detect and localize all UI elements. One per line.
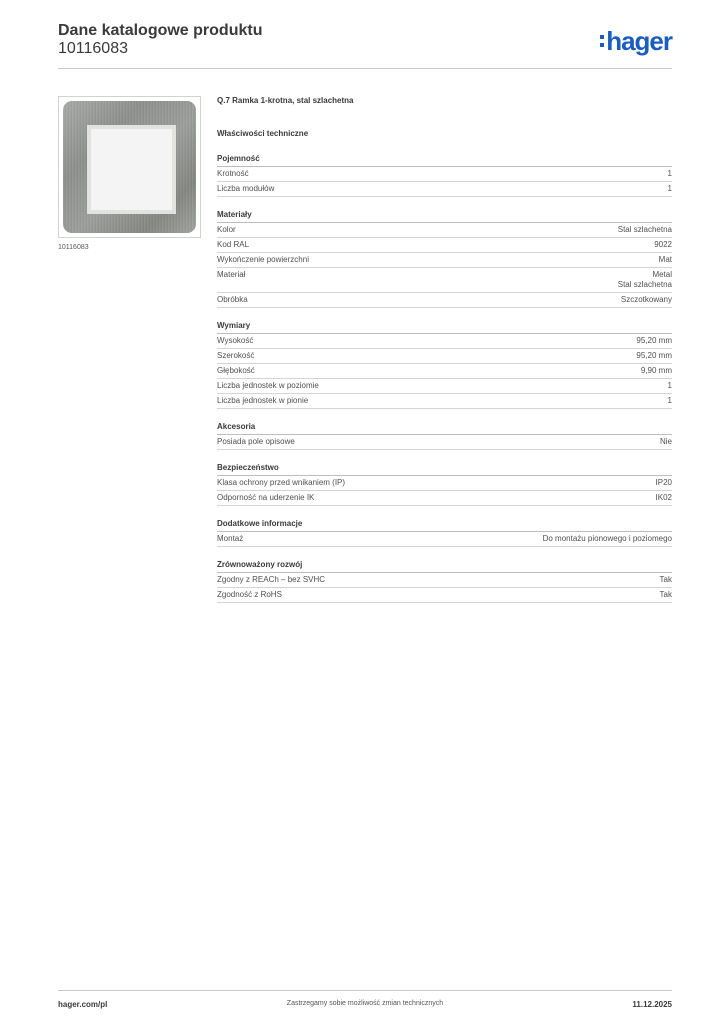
spec-label: Materiał: [217, 270, 246, 279]
image-caption: 10116083: [58, 244, 89, 251]
spec-section: [217, 321, 672, 409]
document-number: 10116083: [58, 40, 128, 57]
spec-value-line: 9,90 mm: [640, 366, 672, 375]
spec-value: [659, 255, 672, 265]
spec-value-line: Szczotkowany: [620, 295, 672, 304]
spec-row: [217, 435, 672, 450]
logo-dots-icon: [600, 35, 604, 47]
spec-value: [660, 590, 672, 600]
spec-value-line: 1: [667, 396, 672, 405]
spec-row: [217, 364, 672, 379]
product-name: Q.7 Ramka 1-krotna, stal szlachetna: [217, 96, 354, 105]
document-title: Dane katalogowe produktu: [58, 22, 263, 39]
spec-value: [668, 396, 672, 406]
spec-value: [668, 381, 672, 391]
spec-label: Liczba modułów: [217, 184, 275, 193]
spec-label: Kod RAL: [217, 240, 250, 249]
spec-value-line: IP20: [655, 478, 672, 487]
spec-row: [217, 573, 672, 588]
spec-value-line: Stal szlachetna: [617, 280, 672, 289]
specifications: [217, 96, 672, 603]
spec-label: Wykończenie powierzchni: [217, 255, 309, 264]
spec-section: [217, 519, 672, 547]
spec-value: [636, 336, 672, 346]
spec-label: Odporność na uderzenie IK: [217, 493, 315, 502]
spec-value: [656, 478, 672, 488]
section-title: Bezpieczeństwo: [217, 463, 672, 476]
spec-label: Montaż: [217, 534, 244, 543]
spec-row: [217, 491, 672, 506]
spec-value-line: Tak: [659, 575, 672, 584]
spec-label: Liczba jednostek w pionie: [217, 396, 309, 405]
spec-value: [621, 295, 672, 305]
spec-label: Krotność: [217, 169, 249, 178]
footer-disclaimer: Zastrzegamy sobie możliwość zmian technicznych: [286, 1000, 444, 1007]
spec-row: [217, 253, 672, 268]
spec-value: [656, 493, 672, 503]
spec-section: [217, 154, 672, 197]
spec-value-line: 9022: [654, 240, 672, 249]
spec-value-line: 1: [667, 184, 672, 193]
spec-value-line: 1: [667, 381, 672, 390]
spec-label: Zgodny z REACh – bez SVHC: [217, 575, 326, 584]
logo-text: hager: [606, 26, 672, 56]
footer-website[interactable]: hager.com/pl: [58, 1000, 108, 1009]
spec-label: Głębokość: [217, 366, 255, 375]
spec-row: [217, 476, 672, 491]
page-header: [58, 22, 672, 69]
spec-section: [217, 560, 672, 603]
spec-label: Obróbka: [217, 295, 248, 304]
section-title: Pojemność: [217, 154, 672, 167]
spec-label: Zgodność z RoHS: [217, 590, 282, 599]
spec-row: [217, 334, 672, 349]
spec-value: [618, 270, 672, 290]
spec-label: Klasa ochrony przed wnikaniem (IP): [217, 478, 346, 487]
spec-value: [660, 437, 672, 447]
spec-value: [660, 575, 672, 585]
spec-value-line: IK02: [655, 493, 672, 502]
spec-label: Szerokość: [217, 351, 255, 360]
frame-opening: [87, 125, 176, 214]
spec-value: [654, 240, 672, 250]
section-title: Dodatkowe informacje: [217, 519, 672, 532]
stainless-frame-picture: [63, 101, 196, 233]
technical-properties-title: Właściwości techniczne: [217, 129, 309, 138]
spec-sections: [217, 154, 672, 603]
spec-value: [543, 534, 672, 544]
spec-row: [217, 394, 672, 409]
spec-value-line: 95,20 mm: [636, 351, 672, 360]
product-image: [58, 96, 201, 238]
spec-value: [668, 184, 672, 194]
spec-row: [217, 349, 672, 364]
spec-row: [217, 238, 672, 253]
spec-value-line: Stal szlachetna: [617, 225, 672, 234]
spec-label: Wysokość: [217, 336, 254, 345]
spec-row: [217, 379, 672, 394]
spec-section: [217, 210, 672, 308]
hager-logo: [600, 28, 672, 54]
spec-value-line: Do montażu pionowego i poziomego: [542, 534, 672, 543]
spec-section: [217, 422, 672, 450]
spec-value-line: 1: [667, 169, 672, 178]
footer-date: 11.12.2025: [632, 1000, 672, 1009]
section-title: Materiały: [217, 210, 672, 223]
spec-value-line: 95,20 mm: [636, 336, 672, 345]
spec-value: [636, 351, 672, 361]
section-title: Zrównoważony rozwój: [217, 560, 672, 573]
spec-value-line: Mat: [658, 255, 672, 264]
spec-value: [641, 366, 672, 376]
spec-value: [668, 169, 672, 179]
spec-value: [618, 225, 672, 235]
spec-label: Posiada pole opisowe: [217, 437, 295, 446]
spec-row: [217, 293, 672, 308]
spec-label: Kolor: [217, 225, 236, 234]
spec-row: [217, 532, 672, 547]
spec-label: Liczba jednostek w poziomie: [217, 381, 319, 390]
section-title: Wymiary: [217, 321, 672, 334]
page-footer: [58, 990, 672, 1015]
spec-value-line: Metal: [652, 270, 672, 279]
spec-value-line: Nie: [659, 437, 672, 446]
spec-section: [217, 463, 672, 506]
spec-row: [217, 182, 672, 197]
spec-row: [217, 223, 672, 238]
section-title: Akcesoria: [217, 422, 672, 435]
spec-row: [217, 268, 672, 293]
spec-value-line: Tak: [659, 590, 672, 599]
spec-row: [217, 167, 672, 182]
spec-row: [217, 588, 672, 603]
